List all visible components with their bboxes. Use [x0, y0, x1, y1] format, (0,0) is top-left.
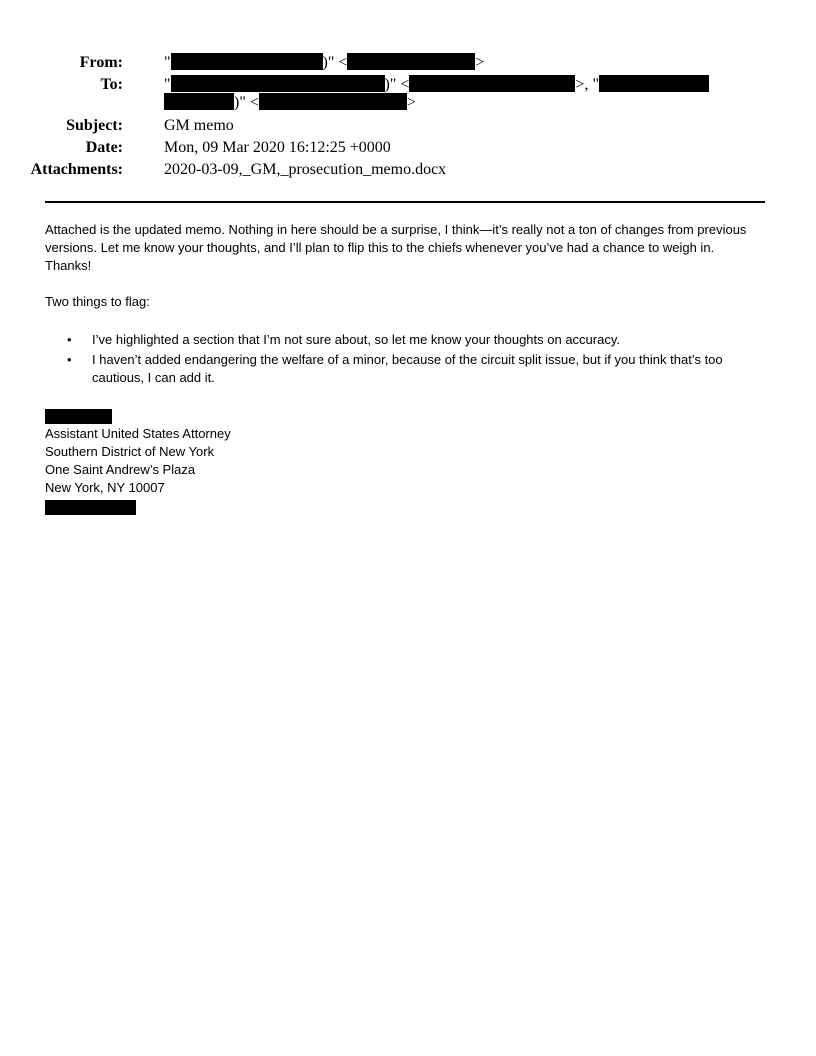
from-label: From:: [79, 54, 123, 71]
list-item-text: I haven’t added endangering the welfare of a minor, because of the circuit split issue, but if you think that’s too cautious, I can add it.: [92, 352, 723, 385]
redaction-block: [259, 93, 407, 110]
signature-block: [45, 425, 231, 497]
to-label: To:: [100, 76, 123, 93]
body-paragraph-2: Two things to flag:: [45, 294, 150, 309]
flag-list: [45, 331, 765, 389]
signature-office: Southern District of New York: [45, 444, 215, 459]
redacted-signature-contact: [45, 500, 136, 515]
attachment-link[interactable]: 2020-03-09,_GM,_prosecution_memo.docx: [164, 161, 447, 178]
redaction-block: [409, 75, 575, 92]
signature-city: New York, NY 10007: [45, 480, 165, 495]
list-item: [45, 331, 757, 349]
body-paragraph-1: Attached is the updated memo. Nothing in here should be a surprise, I think—it’s really not a ton of changes from previous versions. Let me know your thoughts, and I’ll plan to flip this to the chiefs whenever you’ve had a chance to weigh in. Thanks!: [45, 222, 747, 273]
date-label: Date:: [85, 139, 123, 156]
redaction-block: [347, 53, 475, 70]
from-value: " )" < >: [164, 54, 485, 71]
subject-value: GM memo: [164, 117, 234, 134]
redacted-signature-name: [45, 409, 112, 424]
date-value: Mon, 09 Mar 2020 16:12:25 +0000: [164, 139, 391, 156]
header-divider: [45, 201, 765, 203]
signature-title: Assistant United States Attorney: [45, 426, 231, 441]
bullet-glyph: •: [67, 332, 72, 347]
signature-address: One Saint Andrew’s Plaza: [45, 462, 196, 477]
attachments-label: Attachments:: [30, 161, 123, 178]
list-item-text: I’ve highlighted a section that I’m not sure about, so let me know your thoughts on accuracy.: [92, 332, 620, 347]
to-value: " )" < >, ": [164, 75, 709, 95]
redaction-block: [171, 75, 385, 92]
to-value-continued: )" < >: [164, 93, 416, 113]
list-item: [45, 351, 757, 387]
bullet-glyph: •: [67, 352, 72, 367]
redaction-block: [171, 53, 323, 70]
redaction-block: [164, 93, 234, 110]
subject-label: Subject:: [66, 117, 123, 134]
redaction-block: [599, 75, 709, 92]
